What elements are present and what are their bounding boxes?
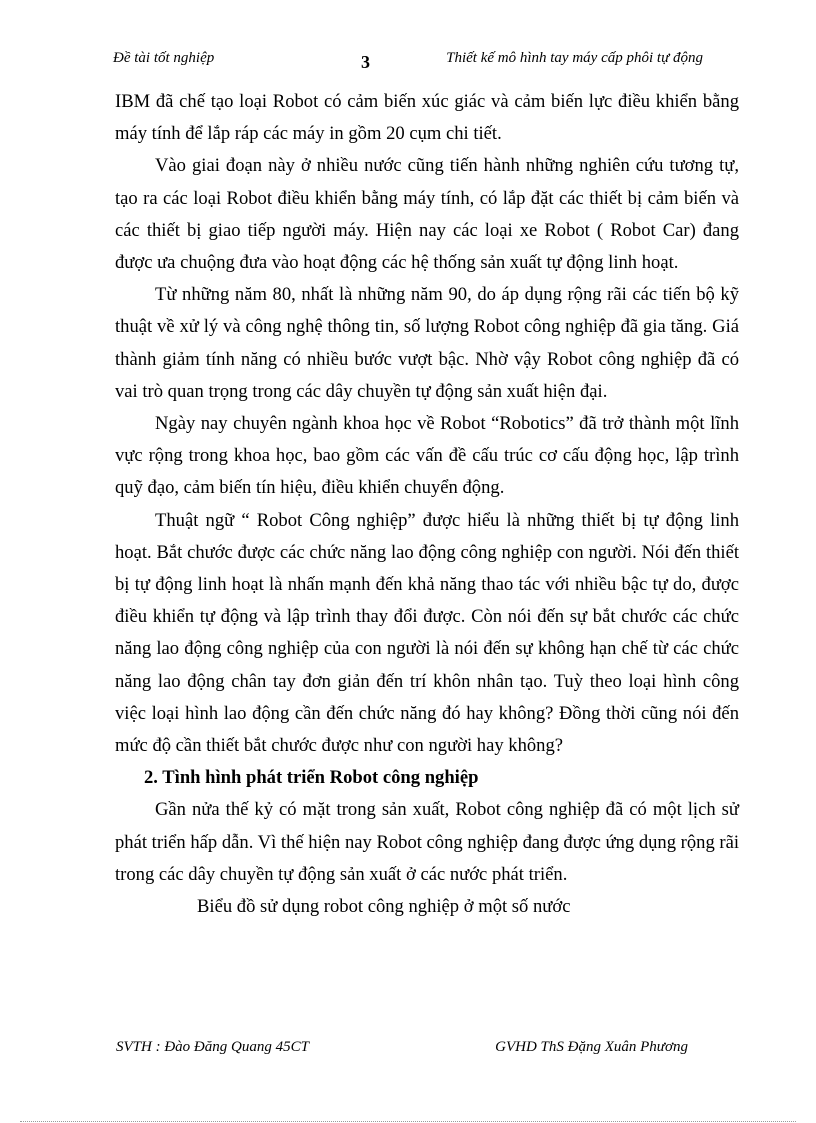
section-heading-robot-development: 2. Tình hình phát triển Robot công nghiệp — [144, 767, 479, 789]
paragraph-80s-90s-growth: Từ những năm 80, nhất là những năm 90, do áp dụng rộng rãi các tiến bộ kỹ thuật về xử lý và công nghệ thông tin, số lượng Robot công nghiệp đã gia tăng. Giá thành giảm tính năng có nhiều bước vượt bậc. Nhờ vậy Robot công nghiệp đã có vai trò quan trọng trong các dây chuyền tự động sản xuất hiện đại. — [115, 284, 739, 402]
page-bottom-dotted-rule — [20, 1121, 796, 1122]
header-thesis-title: Thiết kế mô hình tay máy cấp phôi tự động — [446, 50, 703, 66]
page-footer — [116, 1039, 688, 1063]
footer-student: SVTH : Đào Đăng Quang 45CT — [116, 1039, 309, 1055]
paragraph-computer-controlled-robots: Vào giai đoạn này ở nhiều nước cũng tiến hành những nghiên cứu tương tự, tạo ra các loại Robot điều khiển bằng máy tính, có lắp đặt các thiết bị cảm biến và các thiết bị giao tiếp người máy. Hiện nay các loại xe Robot ( Robot Car) đang được ưa chuộng đưa vào hoạt động các hệ thống sản xuất tự động linh hoạt. — [115, 155, 739, 274]
paragraph-robotics-field: Ngày nay chuyên ngành khoa học về Robot “Robotics” đã trở thành một lĩnh vực rộng trong khoa học, bao gồm các vấn đề cấu trúc cơ cấu động học, lập trình quỹ đạo, cảm biến tín hiệu, điều khiển chuyển động. — [115, 413, 739, 499]
document-body — [115, 86, 739, 923]
paragraph-industrial-robot-definition: Thuật ngữ “ Robot Công nghiệp” được hiểu là những thiết bị tự động linh hoạt. Bắt chước được các chức năng lao động công nghiệp con người. Nói đến thiết bị tự động linh hoạt là nhấn mạnh đến khả năng thao tác với nhiều bậc tự do, được điều khiển tự động và lập trình thay đổi được. Còn nói đến sự bắt chước các chức năng lao động công nghiệp của con người là nói đến sự không hạn chế từ các chức năng lao động chân tay đơn giản đến trí khôn nhân tạo. Tuỳ theo loại hình công việc loại hình lao động cần đến chức năng đó hay không? Đồng thời cũng nói đến mức độ cần thiết bắt chước được như con người hay không? — [115, 509, 739, 757]
chart-caption: Biểu đồ sử dụng robot công nghiệp ở một số nước — [197, 896, 571, 918]
header-thesis-label: Đề tài tốt nghiệp — [113, 50, 215, 66]
page-number: 3 — [361, 52, 370, 72]
footer-supervisor: GVHD ThS Đặng Xuân Phương — [495, 1039, 688, 1055]
paragraph-development-history: Gần nửa thế kỷ có mặt trong sản xuất, Robot công nghiệp đã có một lịch sử phát triển hấp dẫn. Vì thế hiện nay Robot công nghiệp đang được ứng dụng rộng rãi trong các dây chuyền tự động sản xuất ở các nước phát triển. — [115, 799, 739, 885]
paragraph-ibm-robot: IBM đã chế tạo loại Robot có cảm biến xúc giác và cảm biến lực điều khiển bằng máy tính để lắp ráp các máy in gồm 20 cụm chi tiết. — [115, 91, 739, 145]
page-header — [113, 48, 703, 72]
